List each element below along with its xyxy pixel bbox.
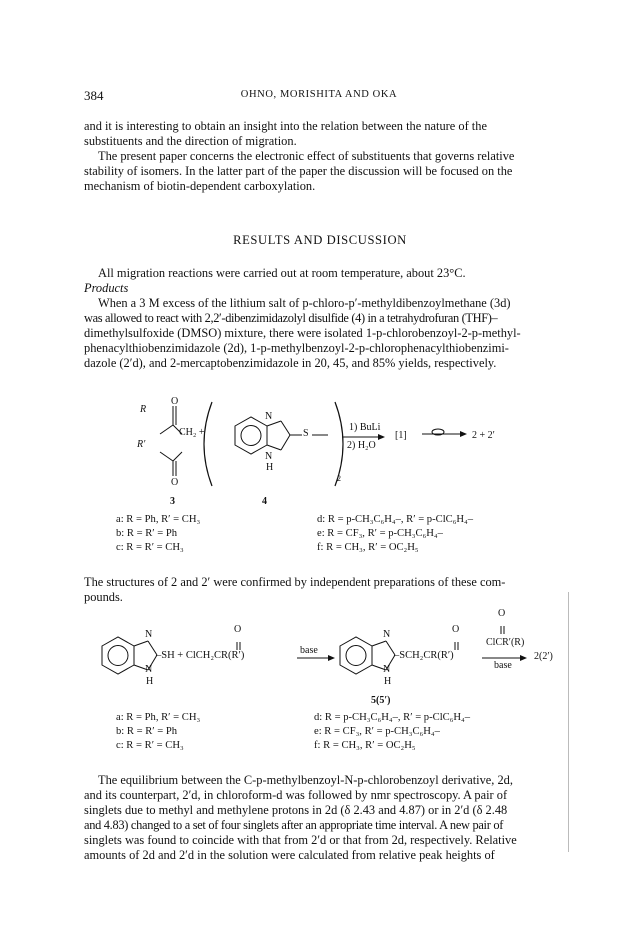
step-water: 2) H₂O xyxy=(347,440,376,451)
results-paragraph xyxy=(84,266,556,371)
label-N-top: N xyxy=(265,411,273,422)
text-line: All migration reactions were carried out at room temperature, about 23°C. xyxy=(98,266,466,280)
variant-e: e: R = CF₃, R′ = p-CH₃C₆H₄– xyxy=(314,726,440,737)
text-line: The structures of 2 and 2′ were confirmed by independent preparations of these com- xyxy=(84,575,506,589)
label-H: H xyxy=(266,462,274,473)
variant-b: b: R = R′ = Ph xyxy=(116,726,178,737)
products-2-2prime: 2 + 2′ xyxy=(472,430,495,441)
subheading-products: Products xyxy=(84,281,129,295)
label-CH2: CH₂ + xyxy=(179,427,205,438)
variant-d: d: R = p-CH₃C₆H₄–, R′ = p-ClC₆H₄– xyxy=(314,712,471,723)
text-line: mechanism of biotin-dependent carboxylation. xyxy=(84,179,316,193)
text-line: stability of isomers. In the latter part of the paper the discussion will be focused on the xyxy=(84,164,513,178)
variant-c: c: R = R′ = CH₃ xyxy=(116,740,184,751)
text-line: The equilibrium between the C-p-methylbenzoyl-N-p-chlorobenzoyl derivative, 2d, xyxy=(98,773,513,787)
variant-b: b: R = R′ = Ph xyxy=(116,528,178,539)
s2-label-H-1: H xyxy=(146,676,154,687)
s2-label-N-bottom-2: N xyxy=(383,664,391,675)
page-number: 384 xyxy=(84,88,104,103)
label-subscript-2: 2 xyxy=(337,474,341,483)
variant-a: a: R = Ph, R′ = CH₃ xyxy=(116,712,201,723)
s2-intermediate: –SCH₂CR(R′) xyxy=(394,650,454,661)
s2-product: 2(2′) xyxy=(534,651,553,662)
s2-label-O-1: O xyxy=(234,624,242,635)
label-S: S xyxy=(303,428,309,439)
step-buli: 1) BuLi xyxy=(349,422,381,433)
text-line: The present paper concerns the electronic effect of substituents that governs relative xyxy=(98,149,515,163)
page-header xyxy=(84,88,554,106)
text-line: singlets due to methyl and methylene protons in 2d (δ 2.43 and 4.87) or in 2′d (δ 2.48 xyxy=(84,803,508,817)
label-R: R xyxy=(140,404,147,415)
text-line: dazole (2′d), and 2-mercaptobenzimidazole in 20, 45, and 85% yields, respectively. xyxy=(84,356,497,370)
text-line: substituents and the direction of migration. xyxy=(84,134,297,148)
text-line: dimethylsulfoxide (DMSO) mixture, there were isolated 1-p-chlorobenzoyl-2-p-methyl- xyxy=(84,326,521,340)
s2-label-O-2: O xyxy=(452,624,460,635)
label-O-bottom: O xyxy=(171,477,179,488)
label-N-bottom: N xyxy=(265,451,273,462)
text-line: and its counterpart, 2′d, in chloroform-d was followed by nmr spectroscopy. A pair of xyxy=(84,788,508,802)
variant-d: d: R = p-CH₃C₆H₄–, R′ = p-ClC₆H₄– xyxy=(317,514,474,525)
s2-label-N-bottom-1: N xyxy=(145,664,153,675)
label-O-top: O xyxy=(171,396,179,407)
section-heading: RESULTS AND DISCUSSION xyxy=(233,233,407,247)
s2-reactants: –SH + ClCH₂CR(R′) xyxy=(156,650,245,661)
text-line: phenacylthiobenzimidazole (2d), 1-p-methylbenzoyl-2-p-chlorophenacylthiobenzimi- xyxy=(84,341,509,355)
s2-label-O-3: O xyxy=(498,608,506,619)
running-title: OHNO, MORISHITA AND OKA xyxy=(240,89,398,100)
s2-label-N-top-1: N xyxy=(145,629,153,640)
scheme2-variants-left xyxy=(116,711,200,753)
text-line: amounts of 2d and 2′d in the solution were calculated from relative peak heights of xyxy=(84,848,495,862)
text-line: singlets was found to coincide with that from 2′d or that from 2d, respectively. Relative xyxy=(84,833,517,847)
variant-f: f: R = CH₃, R′ = OC₂H₅ xyxy=(314,740,416,751)
intermediate-1: [1] xyxy=(395,430,407,441)
scheme2-variants-right xyxy=(314,711,470,753)
variant-e: e: R = CF₃, R′ = p-CH₃C₆H₄– xyxy=(317,528,443,539)
intro-paragraph xyxy=(84,119,556,194)
text-line: and it is interesting to obtain an insight into the relation between the nature of the xyxy=(84,119,487,133)
s2-label-H-2: H xyxy=(384,676,392,687)
variant-c: c: R = R′ = CH₃ xyxy=(116,542,184,553)
structures-paragraph xyxy=(84,575,556,605)
text-line: was allowed to react with 2,2′-dibenzimidazolyl disulfide (4) in a tetrahydrofuran (THF)– xyxy=(84,311,498,325)
text-line: When a 3 M excess of the lithium salt of p-chloro-p′-methyldibenzoylmethane (3d) xyxy=(98,296,511,310)
variant-a: a: R = Ph, R′ = CH₃ xyxy=(116,514,201,525)
compound-3-label: 3 xyxy=(170,496,175,507)
s2-reagent: ClCR′(R) xyxy=(486,637,525,648)
label-Rprime: R′ xyxy=(137,439,146,450)
equilibrium-paragraph xyxy=(84,773,556,863)
s2-label-N-top-2: N xyxy=(383,629,391,640)
scheme1-variants-right xyxy=(317,513,473,555)
text-line: and 4.83) changed to a set of four singlets after an appropriate time interval. A new pair of xyxy=(84,818,504,832)
s2-step-base: base xyxy=(300,645,318,656)
text-line: pounds. xyxy=(84,590,123,604)
scheme1-variants-left xyxy=(116,513,200,555)
compound-5-label: 5(5′) xyxy=(371,695,391,706)
variant-f: f: R = CH₃, R′ = OC₂H₅ xyxy=(317,542,419,553)
s2-step-base-2: base xyxy=(494,660,512,671)
compound-4-label: 4 xyxy=(262,496,267,507)
scan-edge-mark xyxy=(568,592,569,852)
